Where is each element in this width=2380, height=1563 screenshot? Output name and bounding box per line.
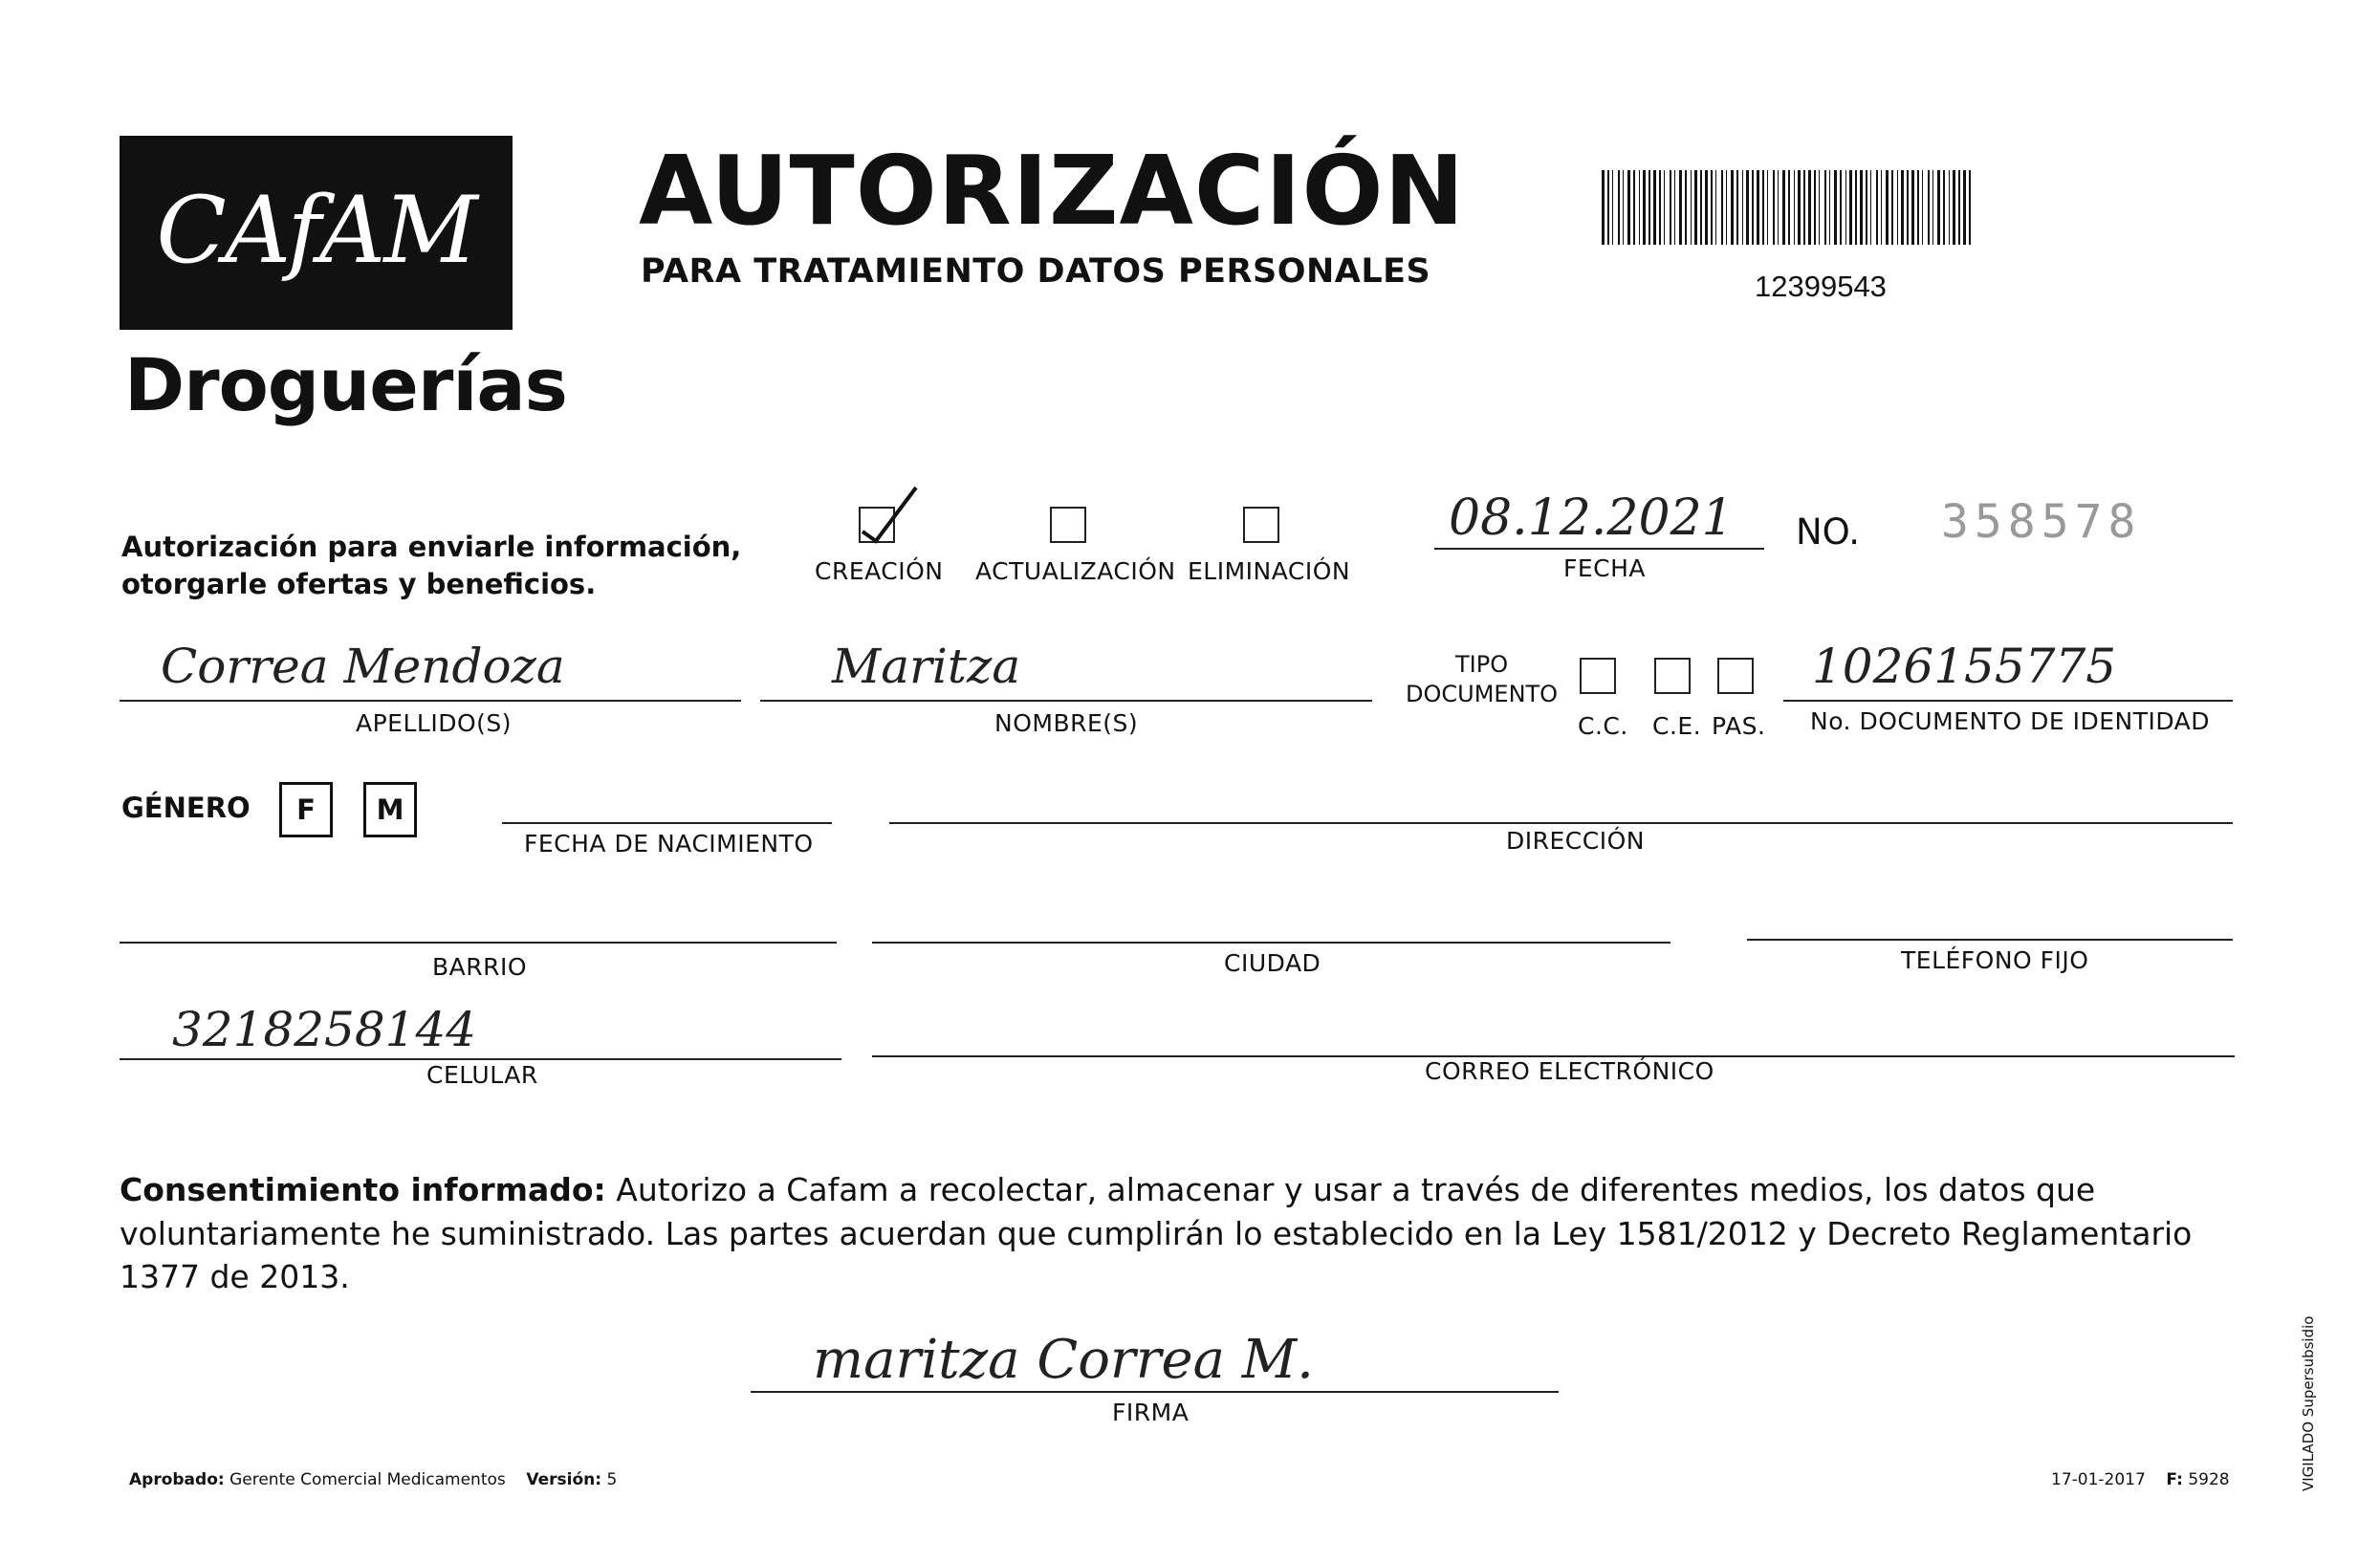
barcode-bar <box>1932 170 1933 245</box>
barcode-bar <box>1757 170 1759 245</box>
barcode-bar <box>1782 170 1785 245</box>
consent-text: Autorizo a Cafam a recolectar, almacenar y usar a través de diferentes medios, los datos que voluntariamente he suministrado. Las partes acuerdan que cumplirán lo establecido en la Ley 1581/2012 y Decreto Reglamentario 1377 de 2013. <box>120 1171 2193 1296</box>
logo-text: CAfAM <box>156 176 476 284</box>
barcode-bar <box>1679 170 1682 245</box>
barcode-bar <box>1762 170 1764 245</box>
barcode-bar <box>1691 170 1692 245</box>
telefono-line <box>1747 939 2233 941</box>
barcode-bar <box>1659 170 1661 245</box>
nombres-line <box>760 700 1372 702</box>
barcode-number: 12399543 <box>1755 270 1887 303</box>
cc-checkbox[interactable] <box>1580 658 1616 694</box>
barcode-bar <box>1721 170 1723 245</box>
barcode-bar <box>1731 170 1734 245</box>
barcode-bar <box>1922 170 1923 245</box>
barcode-bar <box>1917 170 1919 245</box>
barcode-bar <box>1685 170 1687 245</box>
telefono-label: TELÉFONO FIJO <box>1901 946 2089 974</box>
eliminacion-label: ELIMINACIÓN <box>1188 557 1351 585</box>
birth-date-label: FECHA DE NACIMIENTO <box>524 830 814 857</box>
authorization-label: Autorización para enviarle información, otorgarle ofertas y beneficios. <box>121 531 742 601</box>
ce-checkbox[interactable] <box>1654 658 1691 694</box>
actualizacion-label: ACTUALIZACIÓN <box>975 557 1176 585</box>
barcode-bar <box>1963 170 1966 245</box>
vigilado-text: VIGILADO Supersubsidio <box>2300 1315 2317 1491</box>
tipo-documento-label: TIPO DOCUMENTO <box>1406 651 1559 708</box>
eliminacion-checkbox[interactable] <box>1243 507 1279 543</box>
checkmark-icon <box>857 482 924 549</box>
barcode-bar <box>1627 170 1630 245</box>
barcode-bar <box>1726 170 1727 245</box>
barcode-bar <box>1860 170 1863 245</box>
barcode-bar <box>1814 170 1816 245</box>
barcode-bar <box>1881 170 1882 245</box>
barcode-bar <box>1901 170 1904 245</box>
consent-paragraph <box>120 1168 2223 1299</box>
doc-number-value[interactable]: 1026155775 <box>1812 639 2117 694</box>
barcode-bar <box>1788 170 1790 245</box>
barcode-bar <box>1649 170 1650 245</box>
page-title: AUTORIZACIÓN <box>639 135 1466 247</box>
barcode-bar <box>1829 170 1830 245</box>
barcode-bar <box>1705 170 1708 245</box>
barcode-bar <box>1866 170 1867 245</box>
barcode-bar <box>1742 170 1743 245</box>
barcode-bar <box>1700 170 1702 245</box>
barrio-line <box>120 942 837 944</box>
celular-line <box>120 1058 841 1060</box>
barcode-bar <box>1711 170 1713 245</box>
brand-subtitle: Droguerías <box>124 342 567 427</box>
barcode-bar <box>1694 170 1697 245</box>
barcode-bar <box>1876 170 1878 245</box>
barcode-bar <box>1773 170 1775 245</box>
pas-label: PAS. <box>1712 712 1766 740</box>
pas-checkbox[interactable] <box>1717 658 1754 694</box>
barcode-bar <box>1870 170 1871 245</box>
barcode-bar <box>1855 170 1857 245</box>
barcode-bar <box>1928 170 1930 245</box>
creacion-label: CREACIÓN <box>815 557 944 585</box>
footer-approval: Aprobado: Gerente Comercial Medicamentos Versión: 5 <box>129 1470 618 1489</box>
creacion-checkbox[interactable] <box>859 507 895 543</box>
barcode-bar <box>1736 170 1738 245</box>
page-subtitle: PARA TRATAMIENTO DATOS PERSONALES <box>641 252 1431 291</box>
barcode-bar <box>1937 170 1940 245</box>
barcode-bar <box>1891 170 1893 245</box>
barcode-bar <box>1798 170 1801 245</box>
gender-m-box[interactable]: M <box>363 782 417 837</box>
cc-label: C.C. <box>1578 712 1628 740</box>
barcode-bar <box>1767 170 1768 245</box>
apellidos-label: APELLIDO(S) <box>356 709 513 737</box>
date-value[interactable]: 08.12.2021 <box>1449 489 1734 547</box>
doc-number-line <box>1783 700 2233 702</box>
nombres-label: NOMBRE(S) <box>994 709 1139 737</box>
barcode-bar <box>1911 170 1914 245</box>
barcode-bar <box>1969 170 1971 245</box>
nombres-value[interactable]: Maritza <box>832 639 1021 694</box>
genero-label: GÉNERO <box>121 792 251 824</box>
cafam-logo <box>120 136 513 330</box>
birth-date-line <box>502 822 832 824</box>
signature-line <box>751 1391 1559 1393</box>
barcode-bar <box>1819 170 1820 245</box>
email-label: CORREO ELECTRÓNICO <box>1425 1057 1714 1085</box>
ciudad-label: CIUDAD <box>1224 949 1321 977</box>
barcode-bar <box>1633 170 1635 245</box>
barcode-bar <box>1778 170 1779 245</box>
no-label: NO. <box>1796 511 1861 553</box>
barcode-bar <box>1618 170 1620 245</box>
barcode-bar <box>1623 170 1624 245</box>
barcode-bar <box>1824 170 1826 245</box>
actualizacion-checkbox[interactable] <box>1050 507 1086 543</box>
barcode-bar <box>1943 170 1945 245</box>
barcode-bar <box>1643 170 1646 245</box>
barcode-bar <box>1674 170 1675 245</box>
barcode-bar <box>1670 170 1671 245</box>
celular-value[interactable]: 3218258144 <box>172 1002 477 1057</box>
barcode-bar <box>1849 170 1852 245</box>
apellidos-value[interactable]: Correa Mendoza <box>161 639 565 694</box>
barcode-bar <box>1958 170 1960 245</box>
consent-heading: Consentimiento informado: <box>120 1171 606 1208</box>
barcode-bar <box>1715 170 1716 245</box>
barcode-bar <box>1845 170 1846 245</box>
gender-f-box[interactable]: F <box>279 782 333 837</box>
signature-value[interactable]: maritza Correa M. <box>813 1329 1314 1391</box>
barcode-bar <box>1907 170 1909 245</box>
barcode-bar <box>1746 170 1749 245</box>
ciudad-line <box>872 942 1670 944</box>
barcode-bar <box>1897 170 1898 245</box>
celular-label: CELULAR <box>426 1061 538 1089</box>
signature-label: FIRMA <box>1112 1399 1190 1426</box>
barcode-bar <box>1752 170 1754 245</box>
barcode-bar <box>1612 170 1613 245</box>
apellidos-line <box>120 700 741 702</box>
doc-number-label: No. DOCUMENTO DE IDENTIDAD <box>1810 707 2211 735</box>
barcode-bar <box>1794 170 1795 245</box>
form-number: 358578 <box>1941 495 2142 549</box>
barcode-bar <box>1653 170 1656 245</box>
barcode-bar <box>1607 170 1609 245</box>
barcode-bar <box>1886 170 1889 245</box>
barcode-bar <box>1639 170 1640 245</box>
address-line <box>889 822 2233 824</box>
barcode <box>1602 170 1975 245</box>
ce-label: C.E. <box>1652 712 1702 740</box>
barcode-bar <box>1840 170 1842 245</box>
barcode-bar <box>1953 170 1955 245</box>
barcode-bar <box>1834 170 1837 245</box>
date-label: FECHA <box>1563 554 1647 582</box>
barrio-label: BARRIO <box>432 953 528 981</box>
footer-date-code: 17-01-2017 F: 5928 <box>2051 1470 2230 1489</box>
barcode-bar <box>1949 170 1950 245</box>
date-line <box>1434 548 1764 550</box>
barcode-bar <box>1664 170 1665 245</box>
barcode-bar <box>1602 170 1605 245</box>
barcode-bar <box>1803 170 1805 245</box>
barcode-bar <box>1808 170 1811 245</box>
address-label: DIRECCIÓN <box>1506 827 1645 855</box>
